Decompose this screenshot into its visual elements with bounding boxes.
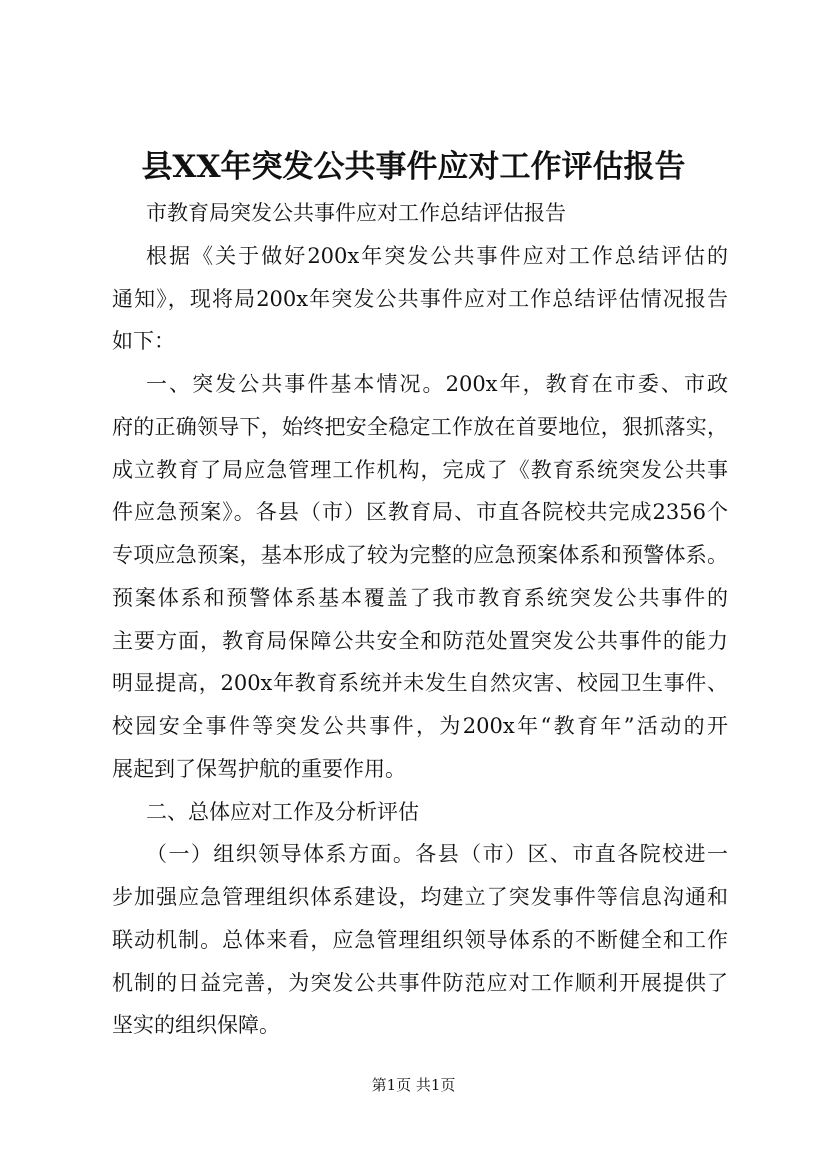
section-heading: 二、总体应对工作及分析评估 [146,799,419,824]
paragraph-line: 校园安全事件等突发公共事件，为200x年“教育年”活动的开 [112,714,728,738]
paragraph-line: 预案体系和预警体系基本覆盖了我市教育系统突发公共事件的 [112,585,728,610]
paragraph-line: 联动机制。总体来看，应急管理组织领导体系的不断健全和工作 [112,927,728,952]
subtitle: 市教育局突发公共事件应对工作总结评估报告 [146,201,566,225]
document-body [112,192,728,1047]
page-footer: 第1页 共1页 [371,1076,456,1094]
paragraph-line: 展起到了保驾护航的重要作用。 [112,756,406,781]
paragraph-line: 成立教育了局应急管理工作机构，完成了《教育系统突发公共事 [112,457,728,482]
paragraph-line: 根据《关于做好200x年突发公共事件应对工作总结评估的 [146,243,728,268]
paragraph-line: 坚实的组织保障。 [112,1013,280,1038]
paragraph-line: 专项应急预案，基本形成了较为完整的应急预案体系和预警体系。 [112,543,728,567]
paragraph-line: 府的正确领导下，始终把安全稳定工作放在首要地位，狠抓落实， [112,414,728,439]
paragraph-line: 如下： [112,329,175,354]
paragraph-line: 通知》，现将局200x年突发公共事件应对工作总结评估情况报告 [112,286,728,311]
paragraph-line: 步加强应急管理组织体系建设，均建立了突发事件等信息沟通和 [112,885,728,909]
paragraph-line: 主要方面，教育局保障公共安全和防范处置突发公共事件的能力 [112,628,728,653]
paragraph-line: 机制的日益完善，为突发公共事件防范应对工作顺利开展提供了 [112,970,728,995]
paragraph-line: 明显提高，200x年教育系统并未发生自然灾害、校园卫生事件、 [112,671,728,696]
paragraph-line: （一）组织领导体系方面。各县（市）区、市直各院校进一 [146,842,728,867]
paragraph-line: 一、突发公共事件基本情况。200x年，教育在市委、市政 [146,372,728,396]
paragraph-line: 件应急预案》。各县（市）区教育局、市直各院校共完成2356个 [112,500,728,525]
document-title: 县XX年突发公共事件应对工作评估报告 [141,149,686,185]
